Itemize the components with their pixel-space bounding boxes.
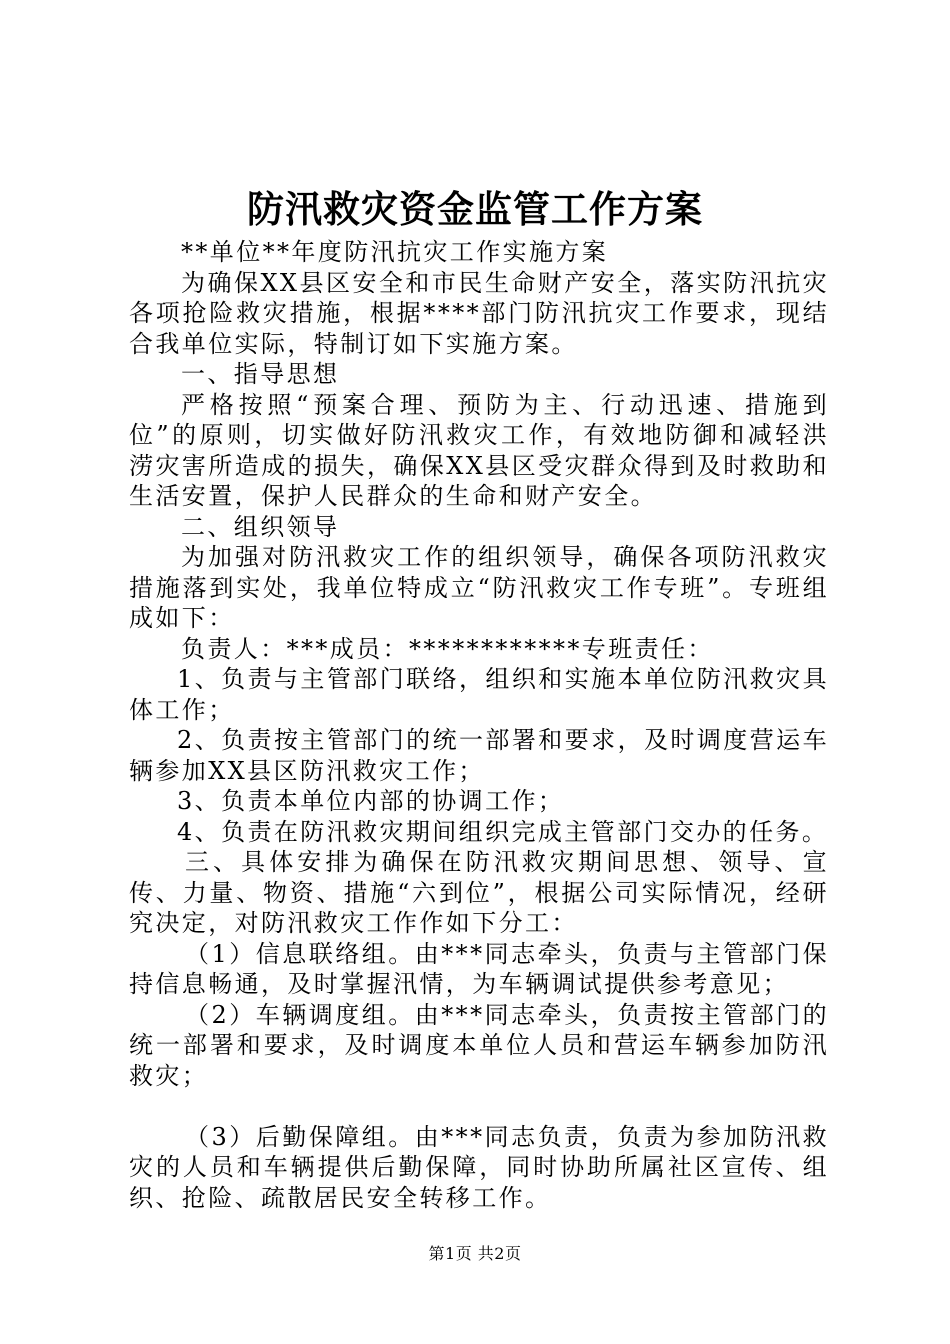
- section-heading-arrangement: 三、具体安排为确保在防汛救灾期间思想、领导、宣传、力量、物资、措施“六到位”，根据公司实际情况，经研究决定，对防汛救灾工作作如下分工：: [129, 848, 829, 937]
- page-number-footer: 第1页 共2页: [428, 1244, 522, 1263]
- list-item-group-1: （1）信息联络组。由***同志牵头，负责与主管部门保持信息畅通，及时掌握汛情，为车辆调试提供参考意见；: [129, 939, 829, 998]
- paragraph-spacer: [129, 1091, 829, 1122]
- document-body: [129, 237, 829, 1213]
- list-item-duty-4: 4、负责在防汛救灾期间组织完成主管部门交办的任务。: [177, 817, 829, 846]
- paragraph-guiding-thought: 严格按照“预案合理、预防为主、行动迅速、措施到位”的原则，切实做好防汛救灾工作，有效地防御和减轻洪涝灾害所造成的损失，确保XX县区受灾群众得到及时救助和生活安置，保护人民群众的生命和财产安全。: [129, 390, 829, 510]
- section-heading-guiding-thought: 一、指导思想: [181, 360, 340, 388]
- paragraph-members: 负责人：***成员：************专班责任：: [181, 634, 714, 663]
- list-item-duty-2: 2、负责按主管部门的统一部署和要求，及时调度营运车辆参加XX县区防汛救灾工作；: [129, 726, 829, 785]
- list-item-group-3: （3）后勤保障组。由***同志负责，负责为参加防汛救灾的人员和车辆提供后勤保障，同时协助所属社区宣传、组织、抢险、疏散居民安全转移工作。: [129, 1122, 829, 1212]
- paragraph-organization: 为加强对防汛救灾工作的组织领导，确保各项防汛救灾措施落到实处，我单位特成立“防汛救灾工作专班”。专班组成如下：: [129, 543, 829, 632]
- list-item-duty-1: 1、负责与主管部门联络，组织和实施本单位防汛救灾具体工作；: [129, 665, 829, 724]
- list-item-duty-3: 3、负责本单位内部的协调工作；: [177, 787, 565, 815]
- list-item-group-2: （2）车辆调度组。由***同志牵头，负责按主管部门的统一部署和要求，及时调度本单位人员和营运车辆参加防汛救灾；: [129, 1000, 829, 1090]
- paragraph-intro: 为确保XX县区安全和市民生命财产安全，落实防汛抗灾各项抢险救灾措施，根据****部门防汛抗灾工作要求，现结合我单位实际，特制订如下实施方案。: [129, 268, 829, 358]
- document-title: 防汛救灾资金监管工作方案: [247, 187, 703, 231]
- paragraph-subtitle: **单位**年度防汛抗灾工作实施方案: [181, 238, 609, 266]
- section-heading-organization: 二、组织领导: [181, 512, 340, 541]
